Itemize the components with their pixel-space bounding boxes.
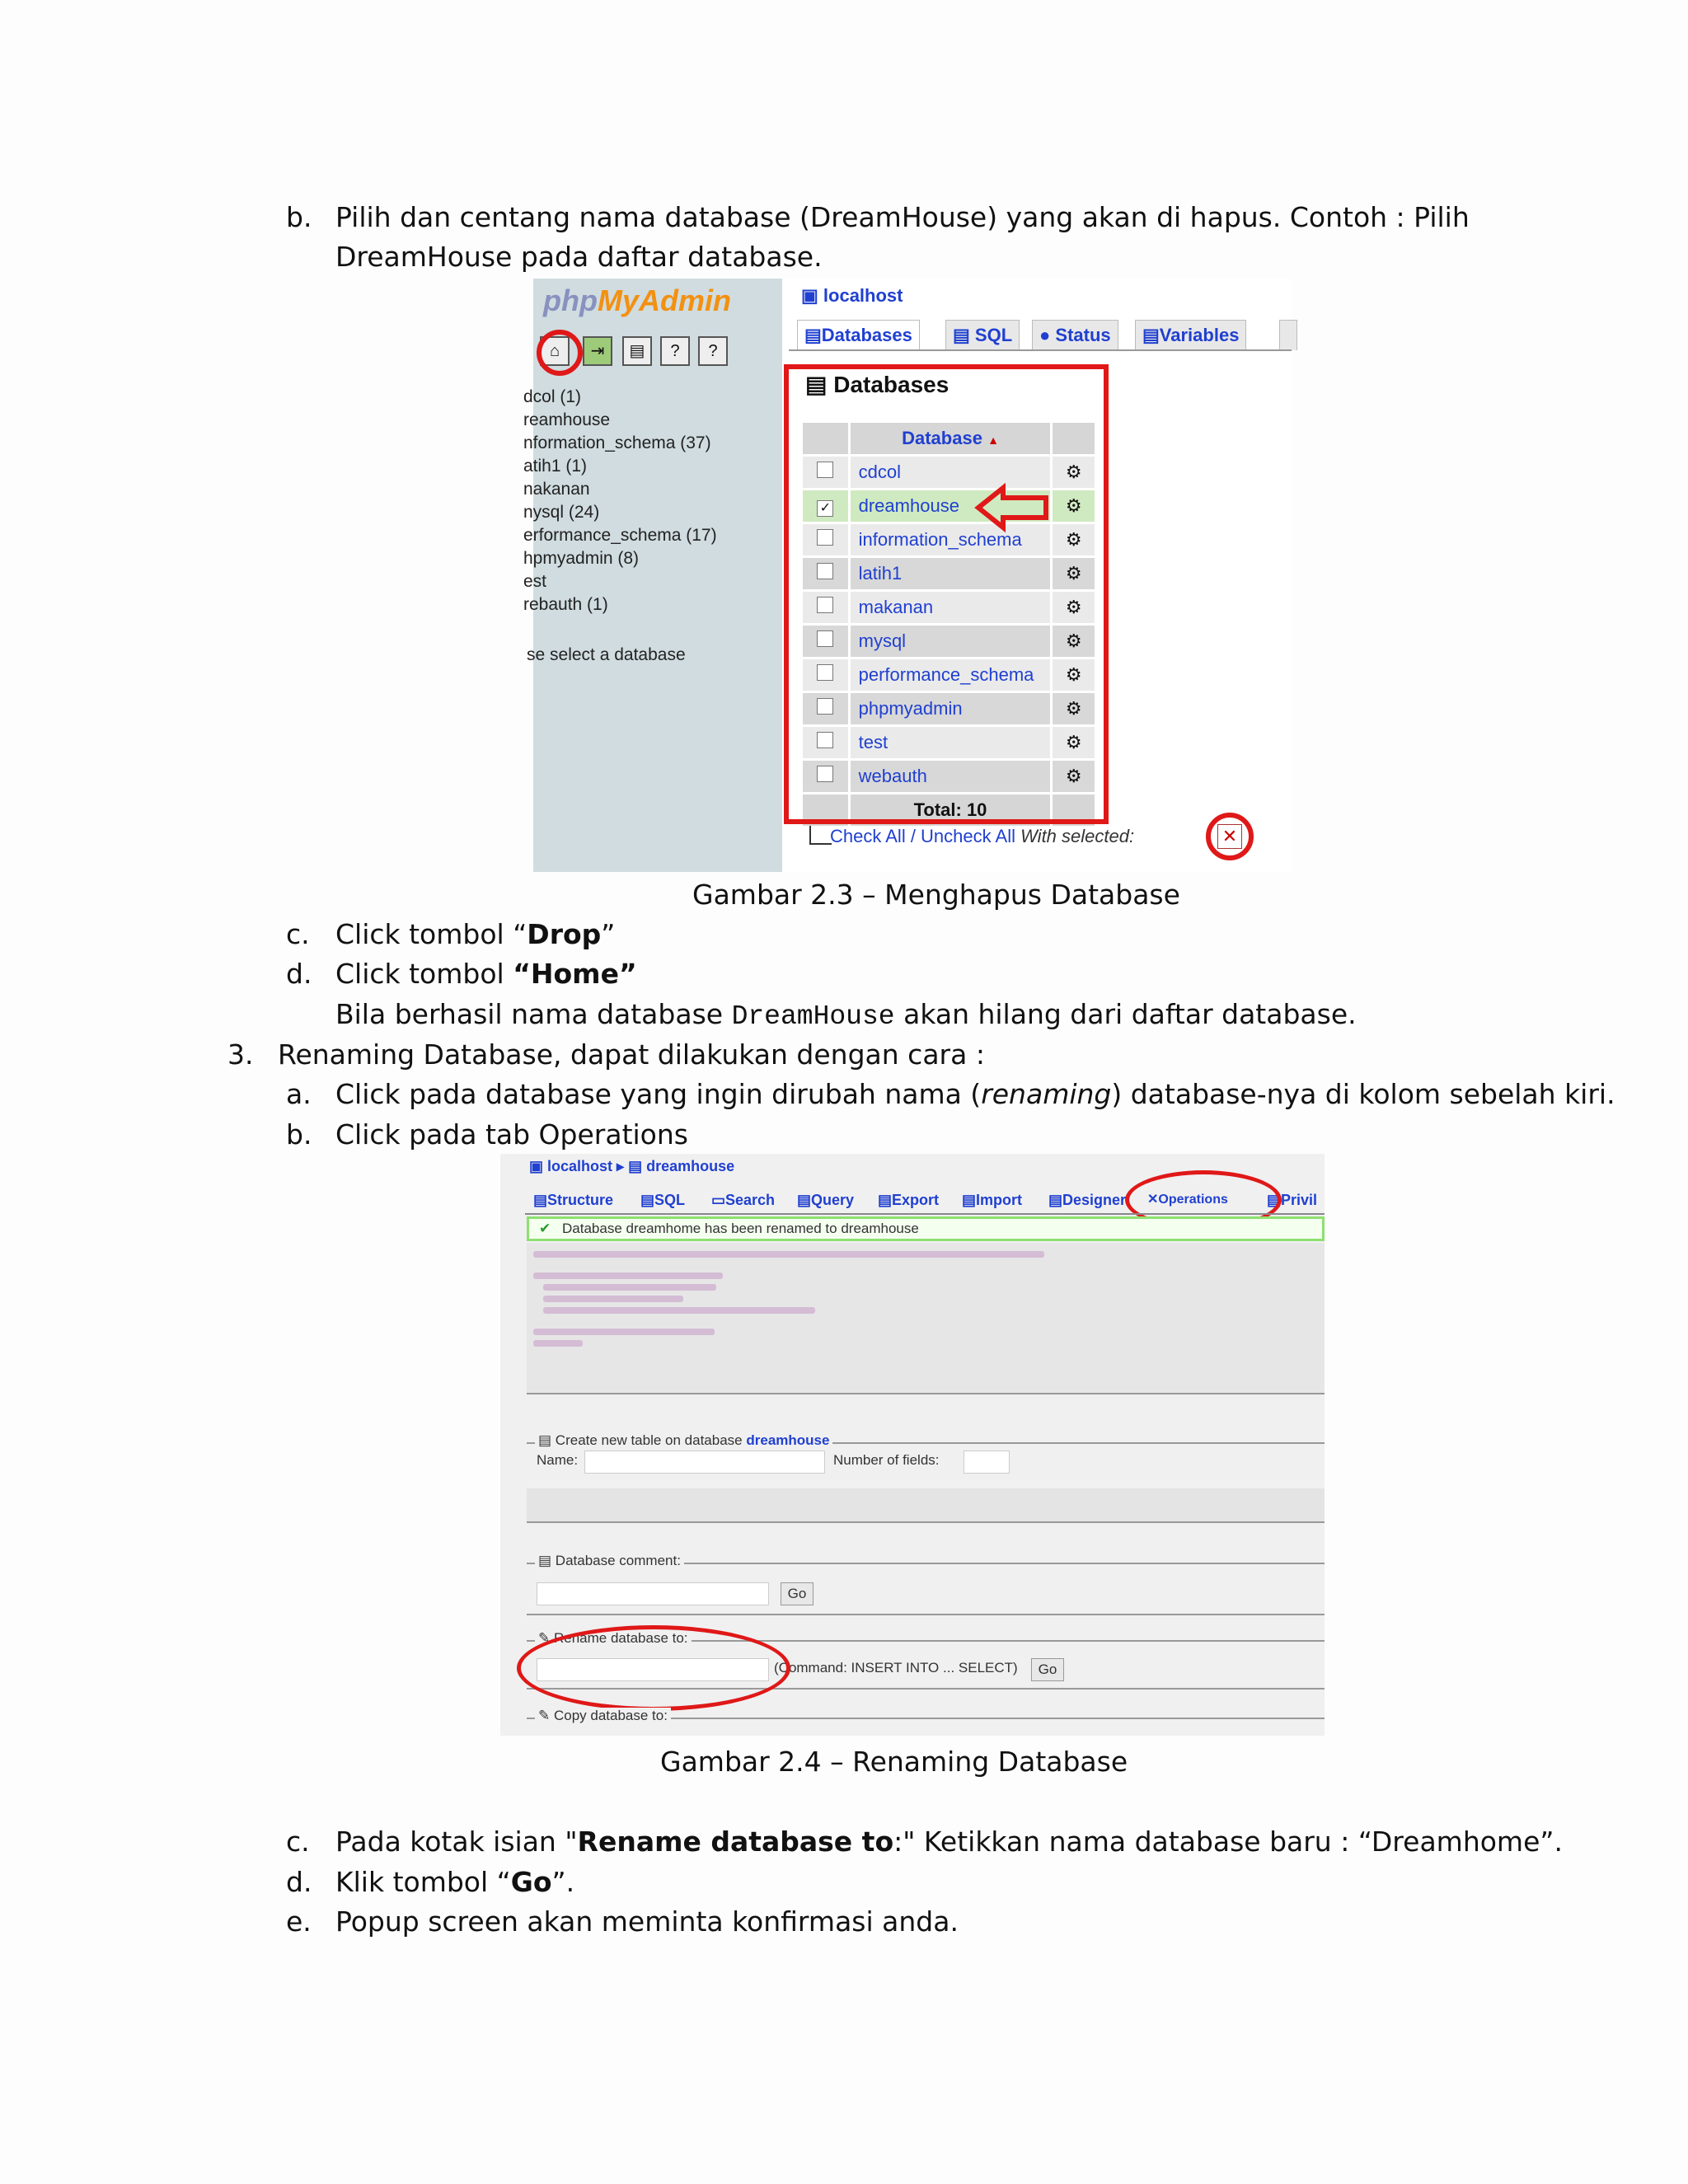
database-link[interactable]: test [851, 727, 1051, 758]
documentation-icon[interactable]: ? [660, 336, 690, 366]
database-comment-input[interactable] [537, 1582, 769, 1605]
privileges-icon[interactable]: ⚙ [1053, 457, 1095, 488]
fields-label: Number of fields: [833, 1452, 940, 1468]
phpmyadmin-databases-screenshot [523, 279, 1292, 872]
tab-structure[interactable]: ▤Structure [533, 1192, 614, 1208]
list-marker: a. [286, 1078, 312, 1110]
create-table-section [527, 1432, 1325, 1521]
tab-variables[interactable]: ▤Variables [1135, 320, 1246, 350]
paragraph-text: Renaming Database, dapat dilakukan dengan cara : [278, 1038, 985, 1071]
sidebar-item[interactable]: nysql (24) [523, 503, 600, 522]
database-link[interactable]: performance_schema [851, 659, 1051, 691]
privileges-icon[interactable]: ⚙ [1053, 659, 1095, 691]
success-message: ✔ Database dreamhome has been renamed to dreamhouse [527, 1216, 1325, 1241]
help-icon[interactable]: ? [698, 336, 728, 366]
paragraph-text: Klik tombol “Go”. [335, 1866, 575, 1898]
tab-databases[interactable]: ▤Databases [797, 320, 920, 350]
tab-sql[interactable]: ▤SQL [640, 1192, 686, 1208]
main-panel [789, 279, 1292, 872]
tab-more[interactable] [1279, 320, 1297, 350]
paragraph-text: Click tombol “Drop” [335, 918, 616, 950]
sidebar-item[interactable]: nakanan [523, 480, 590, 499]
go-button[interactable]: Go [781, 1582, 814, 1605]
paragraph-text: Click pada database yang ingin dirubah nama (renaming) database-nya di kolom sebelah kiri. [335, 1078, 1615, 1110]
tab-status[interactable]: ● Status [1032, 320, 1118, 350]
select-arrow-icon [807, 826, 832, 847]
paragraph-text: Pilih dan centang nama database (DreamHouse) yang akan di hapus. Contoh : Pilih [335, 201, 1470, 233]
paragraph-text: Popup screen akan meminta konfirmasi anda. [335, 1905, 959, 1938]
row-checkbox-checked[interactable]: ✓ [817, 500, 833, 517]
database-link[interactable]: information_schema [851, 524, 1051, 555]
rename-database-legend: ✎ Rename database to: [535, 1630, 692, 1647]
highlight-circle [1206, 813, 1254, 860]
home-icon[interactable]: ⌂ [540, 336, 570, 366]
breadcrumb[interactable]: ▣ localhost [801, 285, 903, 306]
privileges-icon[interactable]: ⚙ [1053, 558, 1095, 589]
list-marker: c. [286, 918, 310, 950]
list-marker: e. [286, 1905, 312, 1938]
tab-operations[interactable]: ✕Operations [1147, 1193, 1228, 1207]
list-marker: b. [286, 1118, 312, 1151]
number-of-fields-input[interactable] [964, 1451, 1010, 1474]
tabs-rule [789, 349, 1292, 351]
database-link[interactable]: dreamhouse [851, 490, 1051, 522]
sidebar-database-list [523, 386, 717, 616]
database-link[interactable]: makanan [851, 592, 1051, 623]
navigation-panel [523, 279, 782, 872]
copy-database-legend: ✎ Copy database to: [535, 1708, 671, 1724]
phpmyadmin-operations-screenshot [500, 1154, 1325, 1736]
select-database-hint: se select a database [527, 645, 686, 664]
database-column-header[interactable]: Database ▲ [851, 423, 1051, 454]
sidebar-item[interactable]: dcol (1) [523, 387, 582, 406]
go-button[interactable]: Go [1031, 1658, 1064, 1681]
breadcrumb[interactable]: ▣ localhost ▸ ▤ dreamhouse [529, 1158, 735, 1174]
phpmyadmin-logo: phpMyAdmin [543, 284, 731, 317]
sidebar-item[interactable]: erformance_schema (17) [523, 526, 717, 545]
privileges-icon[interactable]: ⚙ [1053, 524, 1095, 555]
exit-icon[interactable]: ⇥ [583, 336, 612, 366]
sidebar-item[interactable]: reamhouse [523, 410, 611, 429]
tab-search[interactable]: ▭Search [711, 1192, 776, 1208]
sidebar-item[interactable]: nformation_schema (37) [523, 434, 711, 452]
list-marker: c. [286, 1825, 310, 1858]
sql-query-icon[interactable]: ▤ [622, 336, 652, 366]
sidebar-item[interactable]: est [523, 572, 547, 591]
list-marker: d. [286, 958, 312, 990]
highlight-circle [537, 330, 583, 376]
with-selected-label: With selected: [1020, 826, 1135, 846]
tabs-rule [525, 1213, 1325, 1215]
privileges-icon[interactable]: ⚙ [1053, 490, 1095, 522]
privileges-icon[interactable]: ⚙ [1053, 592, 1095, 623]
sidebar-item[interactable]: rebauth (1) [523, 595, 608, 614]
database-comment-section [527, 1553, 1325, 1615]
figure-caption: Gambar 2.4 – Renaming Database [660, 1746, 1128, 1778]
figure-caption: Gambar 2.3 – Menghapus Database [692, 879, 1180, 911]
table-name-input[interactable] [584, 1451, 825, 1474]
database-link[interactable]: webauth [851, 761, 1051, 792]
drop-icon[interactable]: ✕ [1217, 824, 1242, 849]
tab-query[interactable]: ▤Query [797, 1192, 855, 1208]
database-link[interactable]: mysql [851, 626, 1051, 657]
privileges-icon[interactable]: ⚙ [1053, 727, 1095, 758]
tab-privileges[interactable]: ▤Privil [1267, 1192, 1318, 1208]
paragraph-continuation: DreamHouse pada daftar database. [335, 241, 823, 273]
list-marker: b. [286, 201, 312, 233]
tab-import[interactable]: ▤Import [962, 1192, 1023, 1208]
privileges-icon[interactable]: ⚙ [1053, 626, 1095, 657]
database-link[interactable]: phpmyadmin [851, 693, 1051, 724]
list-marker: d. [286, 1866, 312, 1898]
name-label: Name: [537, 1452, 579, 1468]
check-all-links [830, 826, 1134, 847]
total-label: Total: 10 [851, 794, 1051, 826]
database-comment-legend: ▤ Database comment: [535, 1553, 684, 1569]
check-all-link[interactable]: Check All / Uncheck All [830, 826, 1015, 846]
tab-export[interactable]: ▤Export [878, 1192, 940, 1208]
sidebar-item[interactable]: atih1 (1) [523, 457, 588, 476]
list-marker: 3. [227, 1038, 254, 1071]
note-text: Bila berhasil nama database DreamHouse akan hilang dari daftar database. [335, 998, 1357, 1032]
page-title: ▤ Databases [805, 372, 950, 397]
database-link[interactable]: latih1 [851, 558, 1051, 589]
sql-query-panel [527, 1243, 1325, 1394]
database-link[interactable]: cdcol [851, 457, 1051, 488]
privileges-icon[interactable]: ⚙ [1053, 693, 1095, 724]
copy-database-section [527, 1708, 1325, 1744]
privileges-icon[interactable]: ⚙ [1053, 761, 1095, 792]
create-table-legend: ▤ Create new table on database dreamhouse [535, 1432, 832, 1449]
check-icon: ✔ [539, 1221, 551, 1236]
highlight-box [784, 364, 1109, 824]
paragraph-text: Pada kotak isian "Rename database to:" Ketikkan nama database baru : “Dreamhome”. [335, 1825, 1563, 1858]
tab-sql[interactable]: ▤ SQL [945, 320, 1020, 350]
paragraph-text: Click pada tab Operations [335, 1118, 688, 1151]
tab-designer[interactable]: ▤Designer [1048, 1192, 1127, 1208]
sidebar-item[interactable]: hpmyadmin (8) [523, 549, 640, 568]
paragraph-text: Click tombol “Home” [335, 958, 637, 990]
highlight-circle [517, 1625, 790, 1711]
command-hint: (Command: INSERT INTO ... SELECT) [774, 1660, 1018, 1675]
